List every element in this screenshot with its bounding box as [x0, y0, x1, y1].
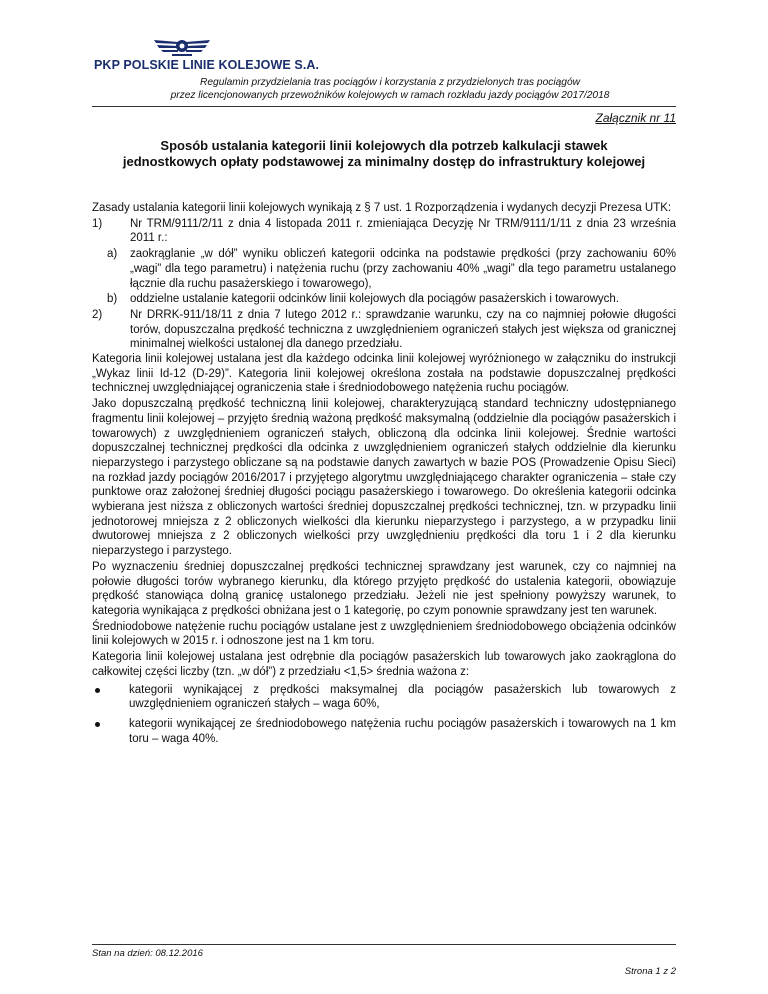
- item-number: 2): [92, 308, 103, 321]
- intro-paragraph: Zasady ustalania kategorii linii kolejowych wynikają z § 7 ust. 1 Rozporządzenia i wydanych decyzji Prezesa UTK:: [92, 202, 672, 214]
- footer-divider: [92, 944, 676, 945]
- bullet-text: kategorii wynikającej z prędkości maksymalnej dla pociągów pasażerskich lub towarowych z uwzględnieniem ograniczeń stałych – waga 60%,: [129, 683, 676, 711]
- item-text: Nr TRM/9111/2/11 z dnia 4 listopada 2011 r. zmieniająca Decyzję Nr TRM/9111/1/11 z dnia 23 września 2011 r.:: [130, 217, 676, 245]
- regulation-header: [110, 77, 670, 102]
- subitem-text: zaokrąglanie „w dół” wyniku obliczeń kategorii odcinka na podstawie prędkości (przy zachowaniu 60% „wagi” dla tego parametru) i natężenia ruchu (przy zachowaniu 40% „wagi” dla tego parametru ustalanego łącznie dla ruchu pasażerskiego i towarowego),: [130, 248, 676, 290]
- list-item: [92, 683, 676, 712]
- item-number: 1): [92, 217, 103, 230]
- decision-subitem-a: [92, 247, 676, 291]
- paragraph-category-definition: Kategoria linii kolejowej ustalana jest dla każdego odcinka linii kolejowej wyróżnionego w załączniku do instrukcji „Wykaz linii Id-12 (D-29)”. Kategoria linii kolejowej określona została na podstawie dopuszczalnej prędkości technicznej uwzględniającej ograniczenia stałe i średniodobowego natężenia ruchu pociągów.: [92, 353, 676, 395]
- decision-item-2: [92, 308, 676, 352]
- header-note-line-2: przez licencjonowanych przewoźników kolejowych w ramach rozkładu jazdy pociągów 2017/2018: [170, 89, 610, 101]
- winged-wheel-icon: [152, 36, 212, 58]
- document-body: [92, 201, 676, 751]
- paragraph-traffic-intensity: Średniodobowe natężenie ruchu pociągów ustalane jest z uwzględnieniem średniodobowego obciążenia odcinków linii kolejowych w 2015 r. i odnoszone jest na 1 km toru.: [92, 620, 676, 648]
- paragraph-weighted-average: Kategoria linii kolejowej ustalana jest odrębnie dla pociągów pasażerskich lub towarowych jako zaokrąglona do całkowitej części liczby (tzn. „w dół”) z przedziału <1,5> średnia ważona z:: [92, 651, 676, 678]
- subitem-text: oddzielne ustalanie kategorii odcinków linii kolejowych dla pociągów pasażerskich i towarowych.: [130, 293, 620, 306]
- page-number: Strona 1 z 2: [624, 966, 676, 977]
- item-text: Nr DRRK-911/18/11 z dnia 7 lutego 2012 r.: sprawdzanie warunku, czy na co najmniej połowie długości torów, dopuszczalna prędkość techniczna z uwzględnieniem ograniczeń stałych jest większa od granicznej minimalnej wielkości ustalonej dla danego przedziału.: [130, 308, 676, 351]
- annex-label: Załącznik nr 11: [595, 111, 676, 125]
- list-item: [92, 717, 676, 746]
- decision-subitem-b: [92, 292, 676, 307]
- header-note-line-1: Regulamin przydzielania tras pociągów i korzystania z przydzielonych tras pociągów: [200, 77, 580, 88]
- bullet-text: kategorii wynikającej ze średniodobowego natężenia ruchu pociągów pasażerskich i towarowych na 1 km toru – waga 40%.: [129, 717, 676, 745]
- paragraph-condition-check: Po wyznaczeniu średniej dopuszczalnej prędkości technicznej sprawdzany jest warunek, czy co najmniej na połowie długości torów wybranego kierunku, dla którego przyjęto prędkość do ustalenia kategorii, obowiązuje prędkość stanowiąca dolną granicę ustalonego przedziału. Jeżeli nie jest spełniony powyższy warunek, to kategoria wynikająca z prędkości obniżana jest o 1 kategorię, po czym ponownie sprawdzany jest ten warunek.: [92, 560, 676, 617]
- subitem-letter: b): [107, 293, 118, 306]
- bullet-icon: [95, 722, 100, 727]
- decision-item-1: [92, 217, 676, 246]
- footer-date: Stan na dzień: 08.12.2016: [92, 948, 203, 959]
- company-logo: [94, 36, 320, 76]
- title-line-1: Sposób ustalania kategorii linii kolejowych dla potrzeb kalkulacji stawek: [160, 138, 608, 153]
- document-title: [92, 138, 676, 170]
- bullet-icon: [95, 688, 100, 693]
- header-divider: [92, 106, 676, 107]
- company-name: PKP POLSKIE LINIE KOLEJOWE S.A.: [94, 58, 320, 72]
- paragraph-technical-speed: Jako dopuszczalną prędkość techniczną linii kolejowej, charakteryzującą standard techniczny udostępnianego fragmentu linii kolejowej – przyjęto średnią ważoną prędkość maksymalną (oddzielnie dla pociągów pasażerskich i towarowych) z uwzględnieniem ograniczeń stałych, obliczoną dla odcinka linii kolejowej. Średnie wartości dopuszczalnej technicznej prędkości dla odcinka z uwzględnieniem ograniczeń stałych oddzielnie dla kierunku nieparzystego i parzystego obliczane są na podstawie danych zawartych w bazie POS (Prowadzenie Opisu Sieci) na rozkład jazdy pociągów 2016/2017 i przyjętego algorytmu uwzględniającego charakter ograniczenia – stałe czy punktowe oraz założonej średniej długości pociągu pasażerskiego i towarowego. Do określenia kategorii odcinka wybierana jest niższa z obliczonych wartości średniej dopuszczalnej prędkości technicznej, tzn. w przypadku linii jednotorowej mniejsza z 2 obliczonych wielkości dla kierunku nieparzystego i parzystego, a w przypadku linii dwutorowej mniejsza z 2 obliczonych wielkości przy uwzględnieniu prędkości dla toru 1 i 2 dla kierunku nieparzystego i parzystego.: [92, 398, 676, 558]
- subitem-letter: a): [107, 248, 118, 261]
- weights-list: [92, 683, 676, 747]
- title-line-2: jednostkowych opłaty podstawowej za minimalny dostęp do infrastruktury kolejowej: [122, 154, 646, 169]
